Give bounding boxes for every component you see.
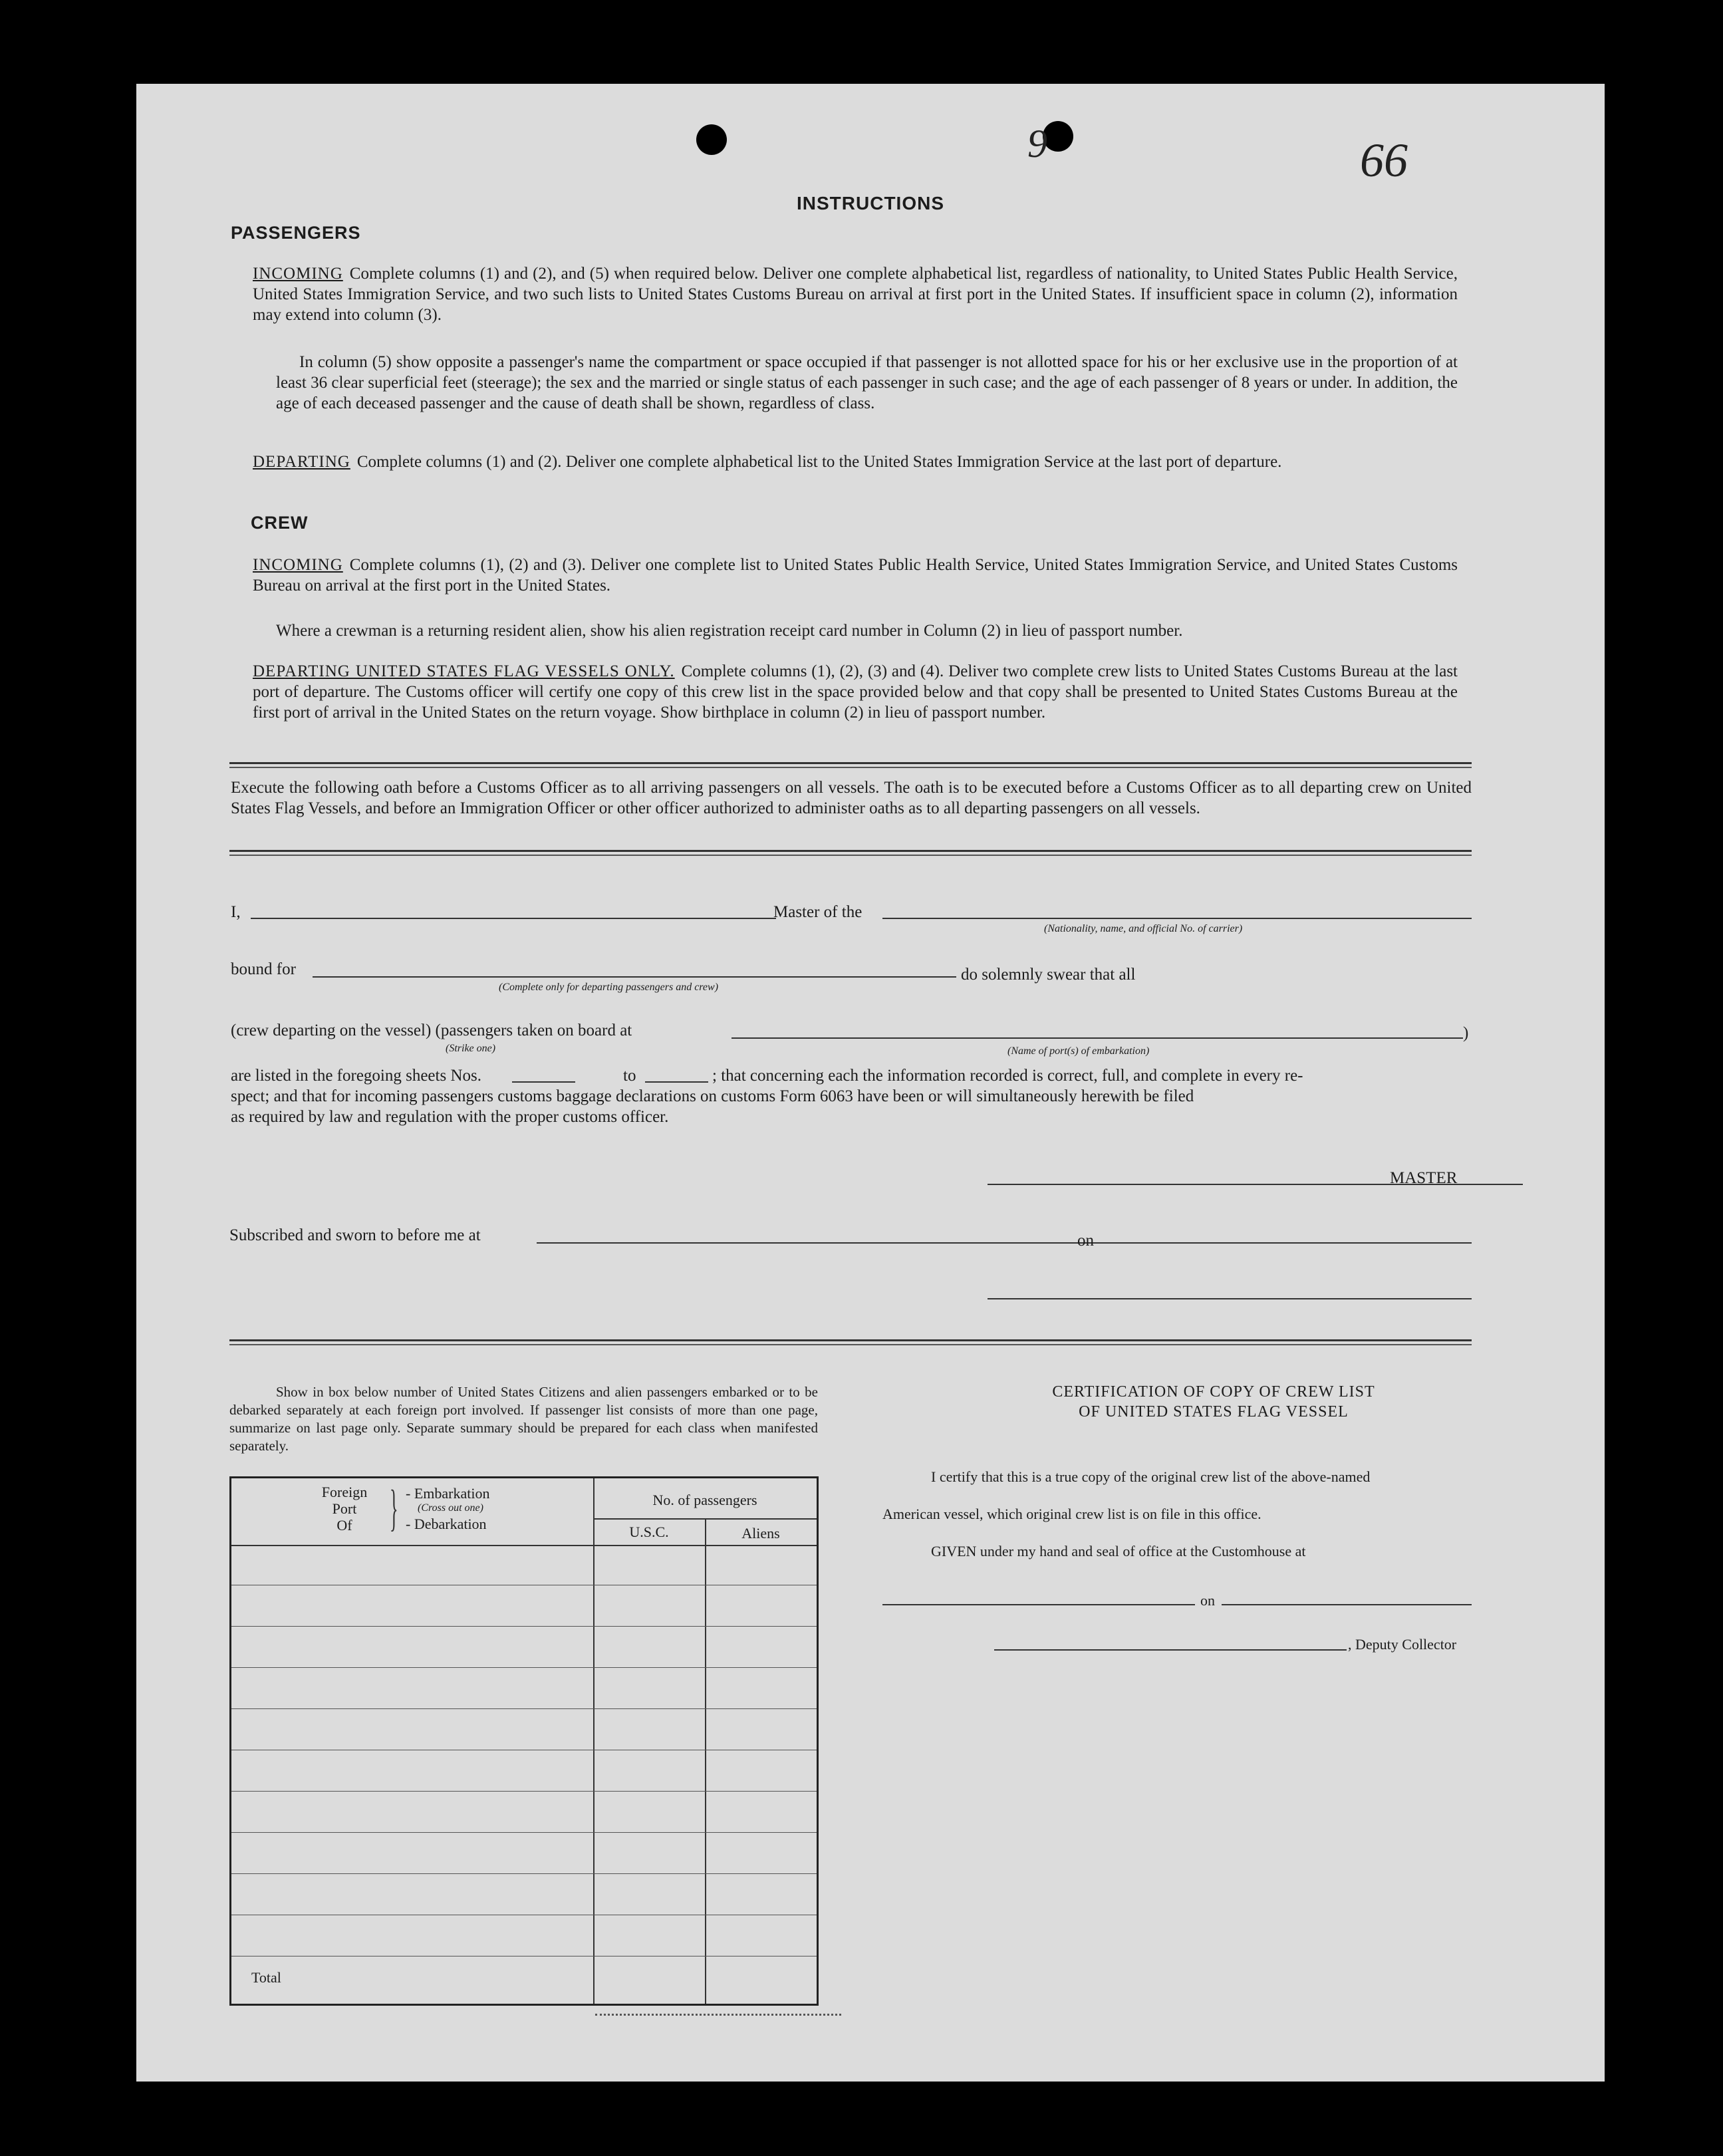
double-rule-bottom (229, 1339, 1472, 1345)
master-name-field[interactable] (251, 918, 776, 919)
ports-field[interactable] (731, 1037, 1463, 1039)
bound-for-label: bound for (231, 960, 296, 978)
total-label: Total (251, 1969, 281, 1986)
officer-signature-field[interactable] (988, 1298, 1472, 1299)
listed-line-3: as required by law and regulation with the proper customs officer. (231, 1108, 669, 1126)
passengers-departing-text: Complete columns (1) and (2). Deliver one complete alphabetical list to the United States Immigration Service at the last port of departure. (356, 453, 1282, 471)
table-row-rule (231, 1667, 817, 1668)
deputy-collector-label: , Deputy Collector (1348, 1636, 1457, 1653)
table-column-divider-1 (593, 1478, 595, 2004)
sheet-to-field[interactable] (645, 1081, 708, 1083)
bound-caption: (Complete only for departing passengers and crew) (499, 982, 719, 993)
master-label: MASTER (1390, 1169, 1458, 1187)
strike-caption: (Strike one) (446, 1043, 496, 1054)
listed-prefix: are listed in the foregoing sheets Nos. (231, 1067, 481, 1085)
crew-incoming-paragraph (253, 555, 1458, 596)
crew-departing-lead: DEPARTING UNITED STATES FLAG VESSELS ONLY. (253, 662, 675, 680)
carrier-caption: (Nationality, name, and official No. of carrier) (1044, 923, 1243, 934)
table-row-rule (231, 1791, 817, 1792)
table-row-rule (231, 1832, 817, 1833)
certification-title (961, 1382, 1466, 1422)
deputy-signature-field[interactable] (994, 1649, 1347, 1651)
handwritten-page-number: 66 (1360, 134, 1408, 187)
passengers-column5-paragraph: In column (5) show opposite a passenger's name the compartment or space occupied if that passenger is not allotted space for his or her exclusive use in the proportion of at least 36 clear superficial feet (steerage); the sex and the married or single status of each passenger in such case; and the age of each passenger of 8 years or under. In addition, the age of each deceased passenger and the cause of death shall be shown, regardless of class. (276, 353, 1458, 412)
instructions-title: INSTRUCTIONS (797, 193, 944, 213)
certification-title-line-2: OF UNITED STATES FLAG VESSEL (1079, 1403, 1349, 1420)
debarkation-label: - Debarkation (406, 1516, 487, 1532)
certification-title-line-1: CERTIFICATION OF COPY OF CREW LIST (1052, 1383, 1375, 1401)
table-row-rule (231, 1873, 817, 1874)
double-rule-middle (229, 850, 1472, 856)
oath-intro: Execute the following oath before a Customs Officer as to all arriving passengers on all vessels. The oath is to be executed before a Customs Officer as to all departing crew on United States Flag Vessels, and before an Immigration Officer or other officer authorized to administer oaths as to all departing passengers on all vessels. (231, 779, 1472, 817)
summary-instructions: Show in box below number of United States Citizens and alien passengers embarked or to be debarked separately at each foreign port involved. If passenger list consists of more than one page, summarize on last page only. Separate summary should be prepared for each class when manifested separately. (229, 1384, 818, 1454)
punch-hole-left (696, 124, 727, 155)
passengers-heading: PASSENGERS (231, 223, 361, 243)
table-column-divider-2 (705, 1520, 706, 2004)
certify-text: I certify that this is a true copy of the original crew list of the above-named (931, 1468, 1371, 1485)
header-brace: } (389, 1480, 398, 1536)
cross-out-label: (Cross out one) (418, 1502, 483, 1514)
crew-departing-text: Complete columns (1), (2), (3) and (4). Deliver two complete crew lists to United States Customs Bureau at the last port of departure. The Customs officer will certify one copy of this crew list in the space provided below and that copy shall be presented to United States Customs Bureau at the first port of arrival in the United States on the return voyage. Show birthplace in column (2) in lieu of passport number. (253, 662, 1458, 722)
crew-incoming-text: Complete columns (1), (2) and (3). Deliver one complete list to United States Public Health Service, United States Immigration Service, and United States Customs Bureau on arrival at the first port in the United States. (253, 556, 1458, 595)
table-subheader-rule (593, 1518, 817, 1520)
to-label: to (623, 1067, 636, 1085)
summary-table (229, 1476, 819, 2006)
embarkation-label: - Embarkation (406, 1485, 490, 1502)
passengers-departing-lead: DEPARTING (253, 453, 350, 471)
given-text: GIVEN under my hand and seal of office at the Customhouse at (931, 1543, 1306, 1559)
customhouse-field[interactable] (882, 1604, 1195, 1605)
crew-departing-paragraph (253, 661, 1458, 723)
crew-heading: CREW (251, 513, 309, 533)
certify-on-label: on (1200, 1592, 1215, 1609)
listed-suffix: ; that concerning each the information recorded is correct, full, and complete in every re- (712, 1067, 1303, 1085)
dotted-rule (595, 2014, 841, 2016)
swear-label: do solemnly swear that all (961, 966, 1136, 984)
carrier-field[interactable] (882, 918, 1472, 919)
foreign-port-of-header: Foreign Port Of (321, 1484, 368, 1534)
oath-i-label: I, (231, 903, 241, 921)
certify-date-field[interactable] (1222, 1604, 1472, 1605)
bound-for-field[interactable] (313, 976, 956, 978)
crew-incoming-lead: INCOMING (253, 556, 343, 574)
handwritten-mark: 9 (1027, 122, 1047, 166)
table-header-rule (231, 1545, 817, 1546)
crew-departing-label: (crew departing on the vessel) (passengers taken on board at (231, 1021, 632, 1039)
passengers-incoming-text: Complete columns (1) and (2), and (5) when required below. Deliver one complete alphabetical list, regardless of nationality, to United States Public Health Service, United States Immigration Service, and two such lists to United States Customs Bureau on arrival at first port in the United States. If insufficient space in column (2), information may extend into column (3). (253, 265, 1458, 324)
sworn-on-label: on (1077, 1232, 1094, 1250)
aliens-header: Aliens (741, 1525, 780, 1542)
certify-text-2: American vessel, which original crew list is on file in this office. (882, 1506, 1261, 1522)
close-paren: ) (1463, 1024, 1469, 1042)
form-sheet (136, 84, 1605, 2082)
double-rule-top (229, 762, 1472, 768)
ports-caption: (Name of port(s) of embarkation) (1007, 1045, 1150, 1057)
passengers-incoming-paragraph (253, 263, 1458, 325)
no-passengers-header: No. of passengers (652, 1492, 757, 1508)
usc-header: U.S.C. (629, 1524, 669, 1540)
table-row-rule (231, 1708, 817, 1709)
passengers-incoming-lead: INCOMING (253, 265, 343, 283)
sheet-from-field[interactable] (512, 1081, 575, 1083)
crew-resident-paragraph: Where a crewman is a returning resident alien, show his alien registration receipt card number in Column (2) in lieu of passport number. (276, 622, 1183, 640)
subscribed-label: Subscribed and sworn to before me at (229, 1226, 481, 1244)
listed-line-2: spect; and that for incoming passengers customs baggage declarations on customs Form 6063 have been or will simultaneously herewith be filed (231, 1087, 1194, 1105)
passengers-departing-paragraph (253, 452, 1458, 472)
table-row-rule (231, 1626, 817, 1627)
master-of-label: Master of the (773, 903, 862, 921)
sworn-place-field[interactable] (537, 1242, 1472, 1244)
